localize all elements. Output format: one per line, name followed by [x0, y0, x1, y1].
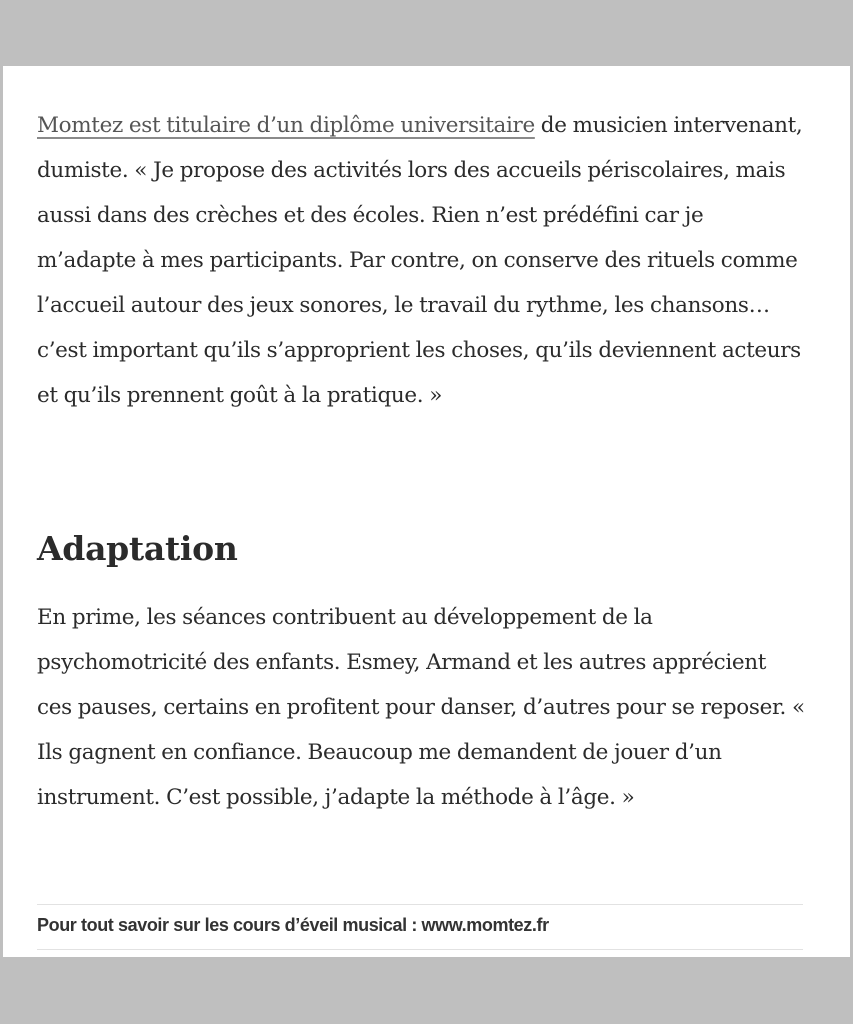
article-paragraph [37, 103, 805, 418]
article-card [3, 66, 850, 957]
footnote-box [37, 904, 803, 950]
paragraph-text: de musicien intervenant, dumiste. « Je propose des activités lors des accueils périscolaires, mais aussi dans des crèches et des écoles. Rien n’est prédéfini car je m’adapte à mes participants. Par contre, on conserve des rituels comme l’accueil autour des jeux sonores, le travail du rythme, les chansons… c’est important qu’ils s’approprient les choses, qu’ils deviennent acteurs et qu’ils prennent goût à la pratique. » [37, 113, 803, 408]
section-heading: Adaptation [37, 529, 238, 568]
footnote-text: Pour tout savoir sur les cours d’éveil musical : www.momtez.fr [37, 915, 549, 935]
article-paragraph: En prime, les séances contribuent au développement de la psychomotricité des enfants. Esmey, Armand et les autres apprécient ces pauses, certains en profitent pour danser, d’autres pour se reposer. « Ils gagnent en confiance. Beaucoup me demandent de jouer d’un instrument. C’est possible, j’adapte la méthode à l’âge. » [37, 605, 805, 810]
diploma-link[interactable]: Momtez est titulaire d’un diplôme universitaire [37, 113, 535, 138]
